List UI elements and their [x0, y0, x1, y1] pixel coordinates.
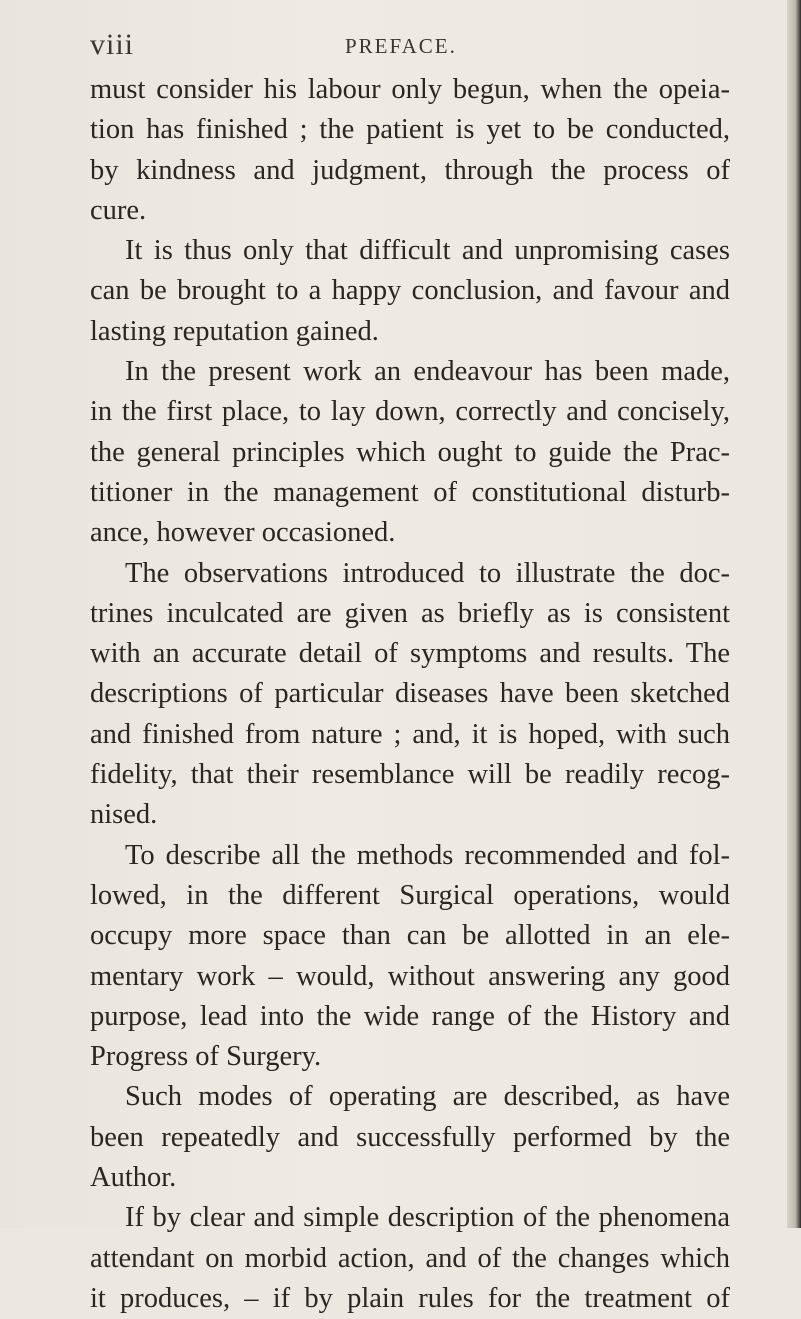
text-line: In the present work an endeavour has been made,: [125, 356, 730, 388]
text-line: If by clear and simple description of the phenomena: [125, 1202, 730, 1234]
text-line: Such modes of operating are described, as have: [125, 1081, 730, 1113]
page-header: [90, 28, 730, 68]
text-line: Progress of Surgery.: [90, 1041, 322, 1073]
text-line: by kindness and judgment, through the process of: [90, 154, 730, 186]
text-line: in the first place, to lay down, correctly and concisely,: [90, 396, 730, 428]
text-line: with an accurate detail of symptoms and results. The: [90, 638, 730, 670]
text-line: attendant on morbid action, and of the changes which: [90, 1242, 730, 1274]
text-line: cure.: [90, 194, 147, 226]
text-line: fidelity, that their resemblance will be readily recog-: [90, 759, 730, 791]
text-line: it produces, – if by plain rules for the treatment of: [90, 1282, 730, 1314]
text-line: mentary work – would, without answering any good: [90, 960, 730, 992]
text-line: must consider his labour only begun, when the opeia-: [90, 74, 730, 105]
text-line: Author.: [90, 1162, 177, 1194]
text-line: and finished from nature ; and, it is hoped, with such: [90, 718, 730, 750]
body-text: [90, 70, 730, 1319]
page-number: viii: [90, 28, 135, 61]
text-line: been repeatedly and successfully performed by the: [90, 1121, 730, 1153]
text-line: It is thus only that difficult and unpromising cases: [125, 235, 730, 267]
text-line: The observations introduced to illustrate the doc-: [125, 557, 730, 589]
text-line: titioner in the management of constitutional disturb-: [90, 476, 730, 508]
text-line: tion has finished ; the patient is yet to be conducted,: [90, 114, 730, 146]
text-line: the general principles which ought to guide the Prac-: [90, 436, 730, 468]
text-line: ance, however occasioned.: [90, 517, 396, 549]
page-edge: [787, 0, 801, 1228]
text-line: trines inculcated are given as briefly as is consistent: [90, 597, 730, 629]
text-line: descriptions of particular diseases have been sketched: [90, 678, 730, 710]
text-line: lowed, in the different Surgical operations, would: [90, 879, 730, 911]
running-head: PREFACE.: [345, 34, 457, 58]
text-line: can be brought to a happy conclusion, and favour and: [90, 275, 730, 307]
text-line: occupy more space than can be allotted in an ele-: [90, 920, 730, 952]
text-line: purpose, lead into the wide range of the History and: [90, 1000, 730, 1032]
text-line: nised.: [90, 799, 158, 831]
text-line: To describe all the methods recommended and fol-: [125, 839, 730, 871]
text-line: lasting reputation gained.: [90, 315, 379, 347]
